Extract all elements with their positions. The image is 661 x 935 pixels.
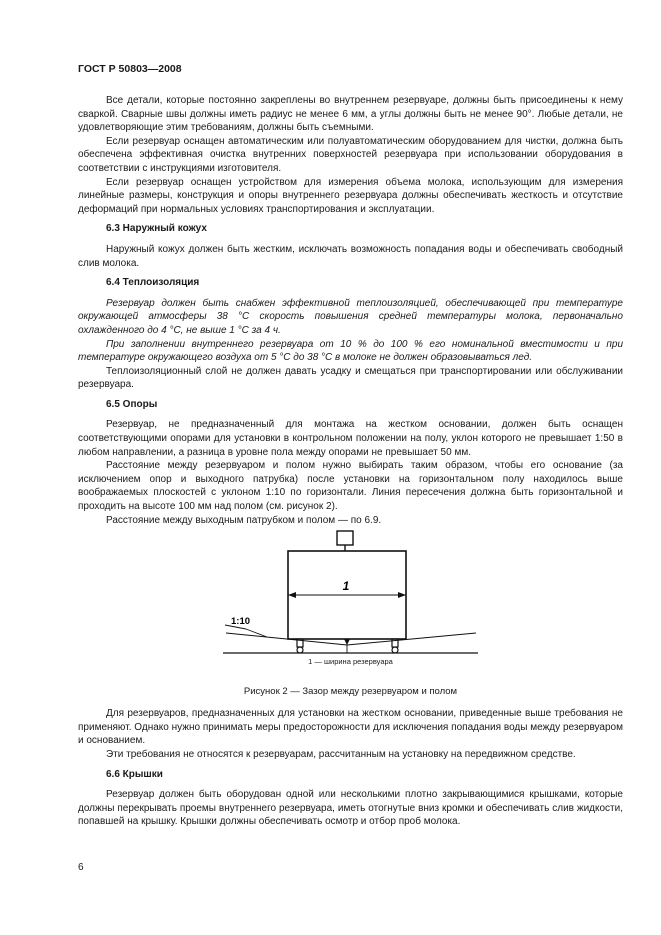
- slope-label: 1:10: [231, 616, 251, 628]
- paragraph: Все детали, которые постоянно закреплены во внутреннем резервуаре, должны быть присоединены к нему сваркой. Сварные швы должны иметь радиус не менее 6 мм, а углы должны быть не менее 90°. Любые детали, не удовлетворяющие этим требованиям, должны быть съемными.: [78, 95, 623, 134]
- leg-foot-right: [392, 647, 398, 653]
- paragraph-italic: Резервуар должен быть снабжен эффективной теплоизоляцией, обеспечивающей при температуре окружающей атмосферы 38 °С скорость повышения средней температуры молока, первоначально охлажденного до 4 °С, не выше 1 °С за 4 ч.: [78, 297, 623, 336]
- page-header: ГОСТ Р 50803—2008: [78, 63, 182, 75]
- paragraph: Резервуар, не предназначенный для монтажа на жестком основании, должен быть оснащен соответствующими опорами для установки в контрольном положении на полу, уклон которого не превышает 1:50 в любом направлении, а разница в уровне пола между опорами не превышает 50 мм.: [78, 419, 623, 458]
- section-heading-6-6: 6.6 Крышки: [106, 768, 163, 780]
- paragraph: Если резервуар оснащен автоматическим или полуавтоматическим оборудованием для чистки, должна быть обеспечена эффективная очистка внутренних поверхностей резервуара при использовании оборудования в соответствии с инструкциями изготовителя.: [78, 135, 623, 174]
- paragraph: Для резервуаров, предназначенных для установки на жестком основании, приведенные выше требования не применяют. Однако нужно принимать меры предосторожности для исключения попадания воды между резервуаром и основанием.: [78, 708, 623, 747]
- paragraph: Наружный кожух должен быть жестким, исключать возможность попадания воды и обеспечивать свободный слив молока.: [78, 243, 623, 269]
- dimension-arrow-left: [288, 592, 296, 598]
- figure-2: [78, 529, 623, 707]
- paragraph: Если резервуар оснащен устройством для измерения объема молока, использующим для измерения линейные размеры, конструкция и опоры внутреннего резервуара должны обеспечивать жесткость и отсутствие деформаций при нормальных условиях транспортирования и эксплуатации.: [78, 176, 623, 215]
- paragraph: Теплоизоляционный слой не должен давать усадку и смещаться при транспортировании или обслуживании резервуара.: [78, 365, 623, 391]
- section-heading-6-4: 6.4 Теплоизоляция: [106, 277, 200, 289]
- main-column: [78, 94, 623, 829]
- figure-legend: 1 — ширина резервуара: [308, 657, 393, 667]
- paragraph: Расстояние между резервуаром и полом нужно выбирать таким образом, чтобы его основание (за исключением опор и выходного патрубка) после установки на горизонтальном полу находилось выше воображаемых плоскостей с уклоном 1:10 по горизонтали. Линия пересечения должна быть горизонтальной и проходить на высоте 100 мм над полом (см. рисунок 2).: [78, 460, 623, 513]
- page-number: 6: [78, 862, 84, 873]
- center-arrow: [344, 639, 350, 645]
- figure-caption: Рисунок 2 — Зазор между резервуаром и полом: [243, 686, 458, 698]
- dimension-arrow-right: [398, 592, 406, 598]
- leg-foot-left: [297, 647, 303, 653]
- paragraph: Эти требования не относятся к резервуарам, рассчитанным на установку на передвижном средстве.: [106, 749, 576, 760]
- paragraph-italic: При заполнении внутреннего резервуара от 10 % до 100 % его номинальной вместимости и при температуре окружающего воздуха от 5 °С до 38 °С в молоке не должен образовываться лед.: [78, 338, 623, 364]
- paragraph: Расстояние между выходным патрубком и полом — по 6.9.: [106, 514, 382, 526]
- section-heading-6-3: 6.3 Наружный кожух: [106, 223, 207, 235]
- section-heading-6-5: 6.5 Опоры: [106, 398, 158, 410]
- paragraph: Резервуар должен быть оборудован одной или несколькими плотно закрывающимися крышками, которые должны перекрывать проемы внутреннего резервуара, иметь отогнутые вниз кромки и обеспечивать слив жидкости, попавшей на крышку. Крышки должны обеспечивать осмотр и отбор проб молока.: [78, 789, 623, 828]
- width-label: 1: [342, 579, 350, 594]
- tank-floor-diagram: [78, 529, 623, 659]
- outlet-box: [337, 531, 353, 545]
